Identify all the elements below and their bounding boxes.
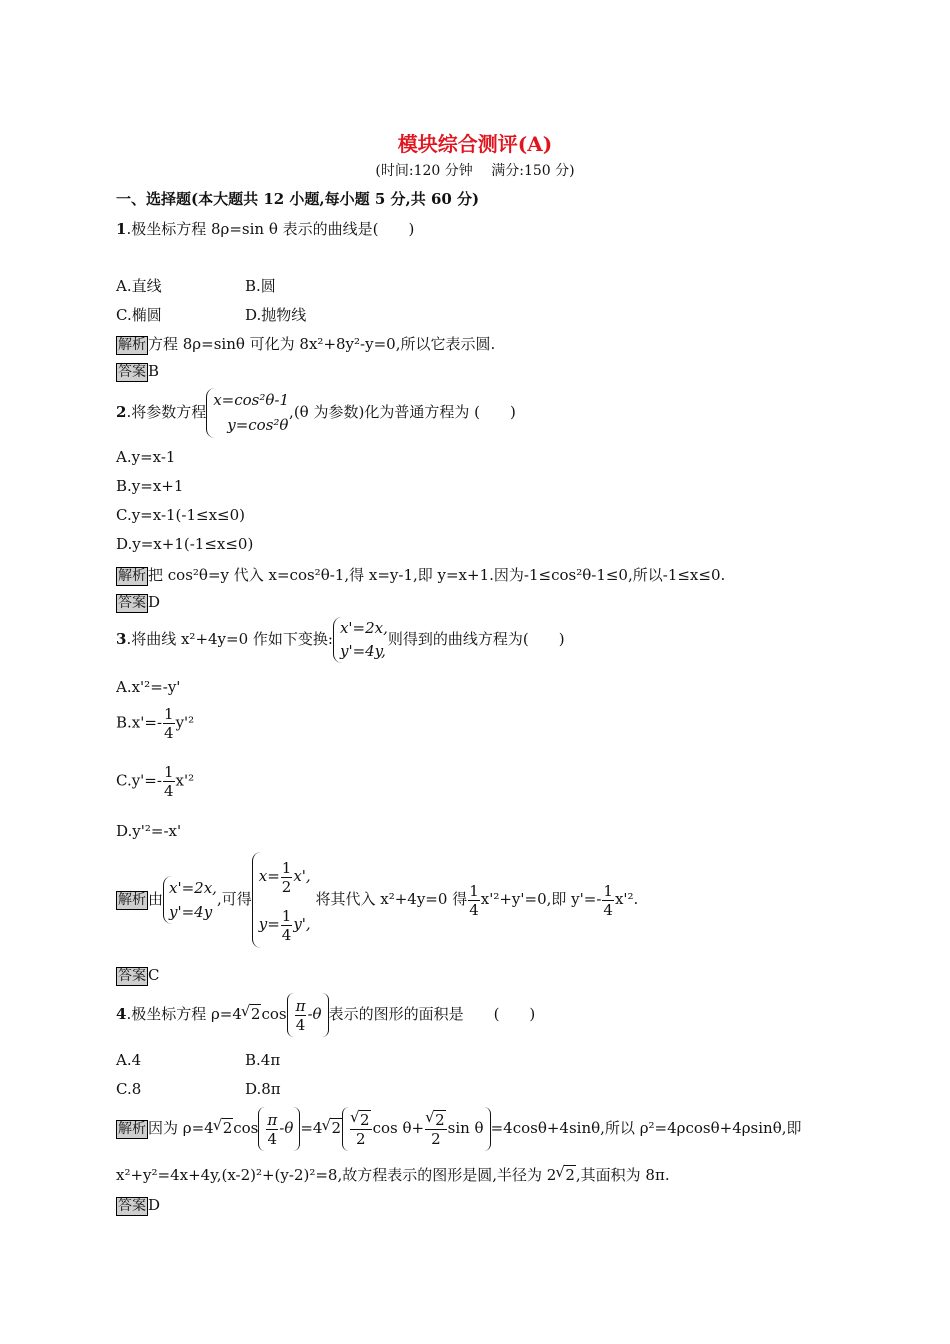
question-2-stem: 2.将参数方程 x=cos²θ-1 y=cos²θ ,(θ 为参数)化为普通方程为 ( ): [116, 388, 516, 438]
q2-option-c: C.y=x-1(-1≤x≤0): [116, 506, 246, 524]
q4-option-a: A.4: [116, 1051, 142, 1069]
section-heading: 一、选择题(本大题共 12 小题,每小题 5 分,共 60 分): [116, 190, 480, 208]
q3-option-b: B.x'=- $\frac{1}{4}$ y'²: [116, 705, 195, 742]
q2-option-a: A.y=x-1: [116, 448, 176, 466]
question-3-stem: 3.将曲线 x²+4y=0 作如下变换: x'=2x, y'=4y, 则得到的曲线方程为( ): [116, 617, 565, 663]
answer-tag: 答案: [118, 595, 146, 611]
page-title: 模块综合测评(A): [397, 132, 553, 156]
analysis-tag: 解析: [118, 1121, 146, 1137]
q4-analysis-line2: x²+y²=4x+4y,(x-2)²+(y-2)²=8,故方程表示的图形是圆,半径为 2√ 2,其面积为 8π.: [116, 1164, 670, 1185]
param-system: x=cos²θ-1 y=cos²θ: [206, 388, 289, 438]
q3-option-c: C.y'=- $\frac{1}{4}$ x'²: [116, 763, 195, 800]
q1-option-c: C.椭圆: [116, 306, 162, 324]
q2-option-b: B.y=x+1: [116, 477, 184, 495]
q2-analysis: 解析 把 cos²θ=y 代入 x=cos²θ-1,得 x=y-1,即 y=x+1.因为-1≤cos²θ-1≤0,所以-1≤x≤0.: [118, 566, 726, 584]
analysis-tag: 解析: [118, 892, 146, 908]
transform-system: x'=2x, y'=4y,: [333, 617, 388, 663]
analysis-tag: 解析: [118, 337, 146, 353]
q4-answer: 答案 D: [118, 1196, 161, 1214]
q1-option-b: B.圆: [245, 277, 276, 295]
q2-answer: 答案 D: [118, 593, 161, 611]
q4-option-d: D.8π: [245, 1080, 281, 1098]
question-4-stem: 4.极坐标方程 ρ=4√ 2cos $\frac{\pi}{4}$ -θ 表示的图形的面积是 ( ): [116, 993, 535, 1037]
q3-option-a: A.x'²=-y': [116, 678, 181, 696]
answer-tag: 答案: [118, 968, 146, 984]
q1-option-d: D.抛物线: [245, 306, 307, 324]
answer-tag: 答案: [118, 1198, 146, 1214]
question-1-stem: 1.极坐标方程 8ρ=sin θ 表示的曲线是( ): [116, 220, 415, 238]
analysis-tag: 解析: [118, 568, 146, 584]
q1-answer: 答案 B: [118, 362, 160, 380]
q1-option-a: A.直线: [116, 277, 162, 295]
exam-info: (时间:120 分钟 满分:150 分): [375, 163, 575, 179]
q4-option-b: B.4π: [245, 1051, 281, 1069]
q4-option-c: C.8: [116, 1080, 142, 1098]
q3-answer: 答案 C: [118, 966, 160, 984]
q4-analysis: 解析 因为 ρ=4√ 2cos $\frac{\pi}{4}$ -θ =4√ 2 √ $\frac{2}{2}$ cos θ+ √ $\frac{2}{2}$ sin θ =4cosθ+4sinθ,所以 ρ²=4ρcosθ+4ρsinθ,即: [116, 1107, 802, 1151]
q2-option-d: D.y=x+1(-1≤x≤0): [116, 535, 254, 553]
answer-tag: 答案: [118, 364, 146, 380]
q3-option-d: D.y'²=-x': [116, 822, 182, 840]
q1-analysis: 解析 方程 8ρ=sinθ 可化为 8x²+8y²-y=0,所以它表示圆.: [118, 335, 496, 353]
q3-analysis: 解析 由 x'=2x, y'=4y ,可得 x= $\frac{1}{2}$ x', y= $\frac{1}{4}$ y', 将其代入 x²+4y=0 得 $\frac{1}{4}$ x'²+y'=0,即 y'=- $\frac{1}{4}$ x'².: [116, 852, 638, 948]
